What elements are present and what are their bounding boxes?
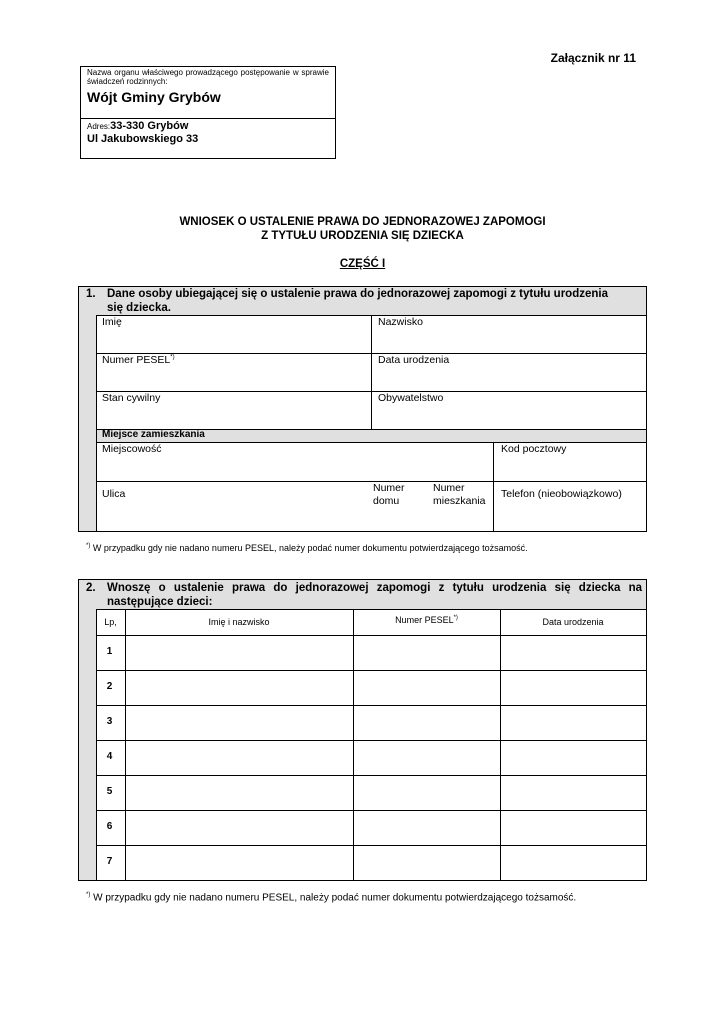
section1-heading bbox=[107, 287, 642, 315]
birth-date-field[interactable]: Data urodzenia bbox=[378, 354, 450, 366]
section2-heading-line2: następujące dzieci: bbox=[107, 596, 213, 608]
divider bbox=[96, 845, 646, 846]
marital-status-field[interactable]: Stan cywilny bbox=[102, 392, 161, 404]
divider bbox=[493, 442, 494, 531]
divider bbox=[96, 609, 646, 610]
pesel-label: Numer PESEL bbox=[102, 354, 171, 366]
divider bbox=[353, 609, 354, 880]
footnote-1 bbox=[86, 543, 528, 553]
annex-number: Załącznik nr 11 bbox=[550, 51, 636, 65]
street-field[interactable]: Ulica bbox=[102, 488, 126, 500]
last-name-field[interactable]: Nazwisko bbox=[378, 316, 423, 328]
column-header-birth-date: Data urodzenia bbox=[542, 617, 604, 627]
section2-frame bbox=[78, 579, 647, 881]
address-line1: 33-330 Grybów bbox=[110, 120, 189, 132]
section1-heading-line2: się dziecka. bbox=[107, 302, 171, 314]
pesel-field[interactable] bbox=[102, 354, 175, 366]
row-number: 1 bbox=[106, 646, 113, 657]
authority-address bbox=[87, 120, 198, 146]
section2-heading-line1: Wnoszę o ustalenie prawa do jednorazowej zapomogi z tytułu urodzenia się dziecka na bbox=[107, 582, 642, 594]
footnote-1-text: W przypadku gdy nie nadano numeru PESEL, należy podać numer dokumentu potwierdzającego tożsamość. bbox=[92, 543, 528, 553]
form-title-line2: Z TYTUŁU URODZENIA SIĘ DZIECKA bbox=[261, 230, 464, 242]
section2-number: 2. bbox=[86, 582, 96, 594]
divider bbox=[96, 740, 646, 741]
authority-label: Nazwa organu właściwego prowadzącego postępowanie w sprawie świadczeń rodzinnych: bbox=[87, 68, 329, 86]
column-header-lp: Lp, bbox=[104, 617, 117, 627]
section2-heading bbox=[107, 581, 642, 609]
row-number: 3 bbox=[106, 716, 113, 727]
flat-number-label-line2: mieszkania bbox=[433, 495, 486, 507]
divider bbox=[96, 315, 97, 531]
footnote-2-text: W przypadku gdy nie nadano numeru PESEL, należy podać numer dokumentu potwierdzającego tożsamość. bbox=[93, 892, 577, 904]
footnote-2-mark: *) bbox=[86, 892, 91, 898]
authority-name: Wójt Gminy Grybów bbox=[87, 89, 221, 105]
pesel-footnote-mark: *) bbox=[170, 354, 175, 361]
house-number-field[interactable] bbox=[373, 482, 405, 508]
footnote-2 bbox=[86, 892, 576, 903]
divider bbox=[96, 775, 646, 776]
section1-frame bbox=[78, 286, 647, 532]
locality-field[interactable]: Miejscowość bbox=[102, 443, 162, 455]
section1-number: 1. bbox=[86, 288, 96, 300]
divider bbox=[96, 481, 646, 482]
divider bbox=[371, 315, 372, 429]
divider bbox=[500, 609, 501, 880]
authority-name-section bbox=[81, 67, 335, 119]
form-title-line1: WNIOSEK O USTALENIE PRAWA DO JEDNORAZOWEJ ZAPOMOGI bbox=[179, 216, 546, 228]
row-number: 7 bbox=[106, 856, 113, 867]
first-name-field[interactable]: Imię bbox=[102, 316, 122, 328]
address-line2: Ul Jakubowskiego 33 bbox=[87, 133, 199, 145]
row-number: 5 bbox=[106, 786, 113, 797]
divider bbox=[96, 670, 646, 671]
section1-heading-line1: Dane osoby ubiegającej się o ustalenie prawa do jednorazowej zapomogi z tytułu urodzenia bbox=[107, 288, 608, 300]
section1-left-margin bbox=[79, 315, 96, 531]
flat-number-field[interactable] bbox=[433, 482, 486, 508]
house-number-label-line2: domu bbox=[373, 495, 400, 507]
row-number: 6 bbox=[106, 821, 113, 832]
phone-field[interactable]: Telefon (nieobowiązkowo) bbox=[501, 488, 622, 500]
authority-box bbox=[80, 66, 336, 159]
part-heading: CZĘŚĆ I bbox=[339, 258, 386, 270]
divider bbox=[96, 705, 646, 706]
house-number-label-line1: Numer bbox=[373, 482, 405, 494]
column-header-pesel bbox=[353, 615, 500, 625]
residence-heading: Miejsce zamieszkania bbox=[102, 429, 205, 440]
flat-number-label-line1: Numer bbox=[433, 482, 465, 494]
divider bbox=[96, 810, 646, 811]
address-label: Adres: bbox=[87, 122, 111, 131]
column-header-name: Imię i nazwisko bbox=[208, 617, 270, 627]
divider bbox=[96, 635, 646, 636]
pesel-column-label: Numer PESEL bbox=[395, 615, 454, 625]
pesel-column-footnote-mark: *) bbox=[453, 615, 458, 621]
row-number: 2 bbox=[106, 681, 113, 692]
row-number: 4 bbox=[106, 751, 113, 762]
postal-code-field[interactable]: Kod pocztowy bbox=[501, 443, 567, 455]
citizenship-field[interactable]: Obywatelstwo bbox=[378, 392, 444, 404]
footnote-1-mark: *) bbox=[86, 543, 91, 549]
